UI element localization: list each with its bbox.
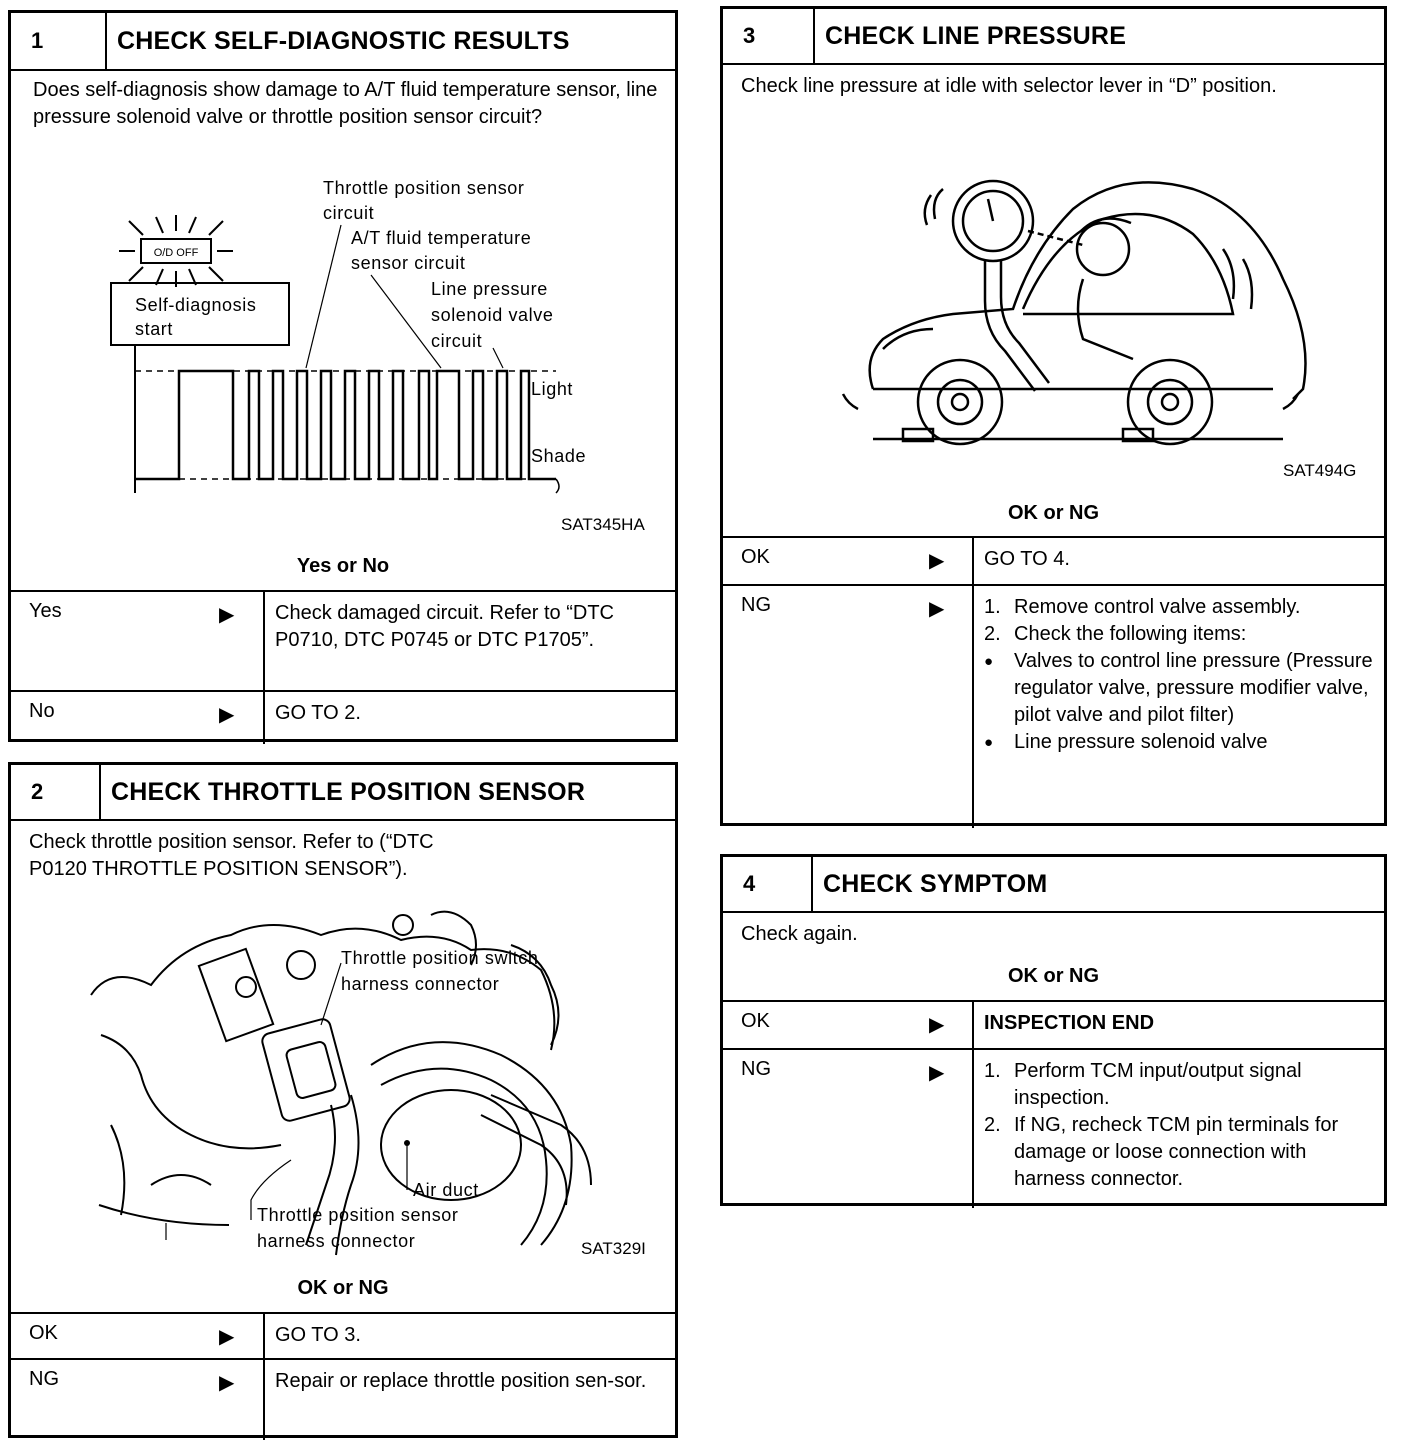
result-action <box>972 1050 1384 1208</box>
figure-code: SAT494G <box>1283 461 1357 480</box>
step-question: Check again. <box>741 923 858 945</box>
decision-label: Yes or No <box>296 555 390 577</box>
decision-label: OK or NG <box>297 1277 389 1299</box>
step-number: 3 <box>723 9 815 63</box>
result-label: NG <box>741 1058 771 1080</box>
air-duct-label: Air duct <box>413 1180 479 1200</box>
step-question: Does self-diagnosis show damage to A/T fluid temperature sensor, line pressure solenoid valve or throttle position sensor circuit? <box>33 79 658 128</box>
result-label: NG <box>29 1368 59 1390</box>
result-action: GO TO 3. <box>263 1314 675 1360</box>
switch-connector-label-1: Throttle position switch <box>341 948 539 968</box>
step-question-line-1: Check throttle position sensor. Refer to (“DTC <box>29 831 434 853</box>
ng-item-list <box>984 1058 1374 1193</box>
tps-label-line-1: Throttle position sensor <box>323 178 525 198</box>
sensor-connector-label-2: harness connector <box>257 1231 416 1251</box>
start-label-line-2: start <box>135 319 174 339</box>
ng-item-list <box>984 594 1374 756</box>
step-title: CHECK SELF-DIAGNOSTIC RESULTS <box>117 26 570 55</box>
result-label: No <box>29 700 55 722</box>
step-2-panel <box>8 762 678 1438</box>
step-number: 2 <box>11 765 101 819</box>
switch-connector-label-2: harness connector <box>341 974 500 994</box>
arrow-icon: ▶ <box>929 1014 945 1036</box>
step-1-panel <box>8 10 678 742</box>
result-row-ng <box>723 1048 1384 1208</box>
result-action <box>972 586 1384 828</box>
step-number: 4 <box>723 857 813 911</box>
ng-item: 1. Remove control valve assembly. <box>984 596 1301 618</box>
result-action: Repair or replace throttle position sen-sor. <box>263 1360 675 1440</box>
result-row-no <box>11 690 675 744</box>
result-label: OK <box>29 1322 58 1344</box>
decision-label: OK or NG <box>1007 965 1100 987</box>
atf-label-line-2: sensor circuit <box>351 253 466 273</box>
result-label: Yes <box>29 600 62 622</box>
light-label: Light <box>531 379 574 399</box>
result-action: INSPECTION END <box>972 1002 1384 1050</box>
result-row-yes <box>11 590 675 692</box>
result-label: OK <box>741 1010 770 1032</box>
result-action: GO TO 4. <box>972 538 1384 586</box>
result-action: Check damaged circuit. Refer to “DTC P0710, DTC P0745 or DTC P1705”. <box>263 592 675 692</box>
start-label-line-1: Self-diagnosis <box>135 295 257 315</box>
result-row-ng <box>11 1358 675 1440</box>
ng-item: 2. If NG, recheck TCM pin terminals for damage or loose connection with harness connector. <box>984 1114 1339 1190</box>
step-4-panel <box>720 854 1387 1206</box>
arrow-icon: ▶ <box>929 550 945 572</box>
step-4-header <box>723 857 1384 913</box>
arrow-icon: ▶ <box>929 1062 945 1084</box>
shade-label: Shade <box>531 446 587 466</box>
arrow-icon: ▶ <box>219 704 235 726</box>
ng-item: 2. Check the following items: <box>984 623 1247 645</box>
result-label: NG <box>741 594 771 616</box>
result-row-ng <box>723 584 1384 828</box>
lp-label-line-3: circuit <box>431 331 483 351</box>
sensor-connector-label-1: Throttle position sensor <box>257 1205 459 1225</box>
step-question-line-2: P0120 THROTTLE POSITION SENSOR”). <box>29 858 408 880</box>
step-title: CHECK SYMPTOM <box>823 869 1048 898</box>
figure-code: SAT345HA <box>561 515 645 534</box>
result-row-ok <box>723 1000 1384 1050</box>
ng-item: 1. Perform TCM input/output signal inspection. <box>984 1060 1302 1109</box>
atf-label-line-1: A/T fluid temperature <box>351 228 532 248</box>
ng-item: ● Valves to control line pressure (Pressure regulator valve, pressure modifier valve, pilot valve and pilot filter) <box>984 650 1373 726</box>
figure-code: SAT329I <box>581 1239 646 1258</box>
arrow-icon: ▶ <box>219 1372 235 1394</box>
waveform-trace <box>135 371 556 479</box>
result-label: OK <box>741 546 770 568</box>
arrow-icon: ▶ <box>219 604 235 626</box>
step-3-panel <box>720 6 1387 826</box>
line-pressure-illustration <box>723 9 1390 489</box>
step-number: 1 <box>11 13 107 69</box>
ng-item: ● Line pressure solenoid valve <box>984 731 1268 753</box>
result-row-ok <box>723 536 1384 586</box>
step-title: CHECK THROTTLE POSITION SENSOR <box>111 777 586 806</box>
lp-label-line-2: solenoid valve <box>431 305 554 325</box>
step-question: Check line pressure at idle with selector lever in “D” position. <box>741 75 1277 97</box>
step-title: CHECK LINE PRESSURE <box>825 21 1127 50</box>
arrow-icon: ▶ <box>219 1326 235 1348</box>
result-row-ok <box>11 1312 675 1360</box>
decision-label: OK or NG <box>1007 502 1100 524</box>
indicator-text: O/D OFF <box>153 247 199 259</box>
lp-label-line-1: Line pressure <box>431 279 548 299</box>
tps-label-line-2: circuit <box>323 203 375 223</box>
result-action: GO TO 2. <box>263 692 675 744</box>
arrow-icon: ▶ <box>929 598 945 620</box>
